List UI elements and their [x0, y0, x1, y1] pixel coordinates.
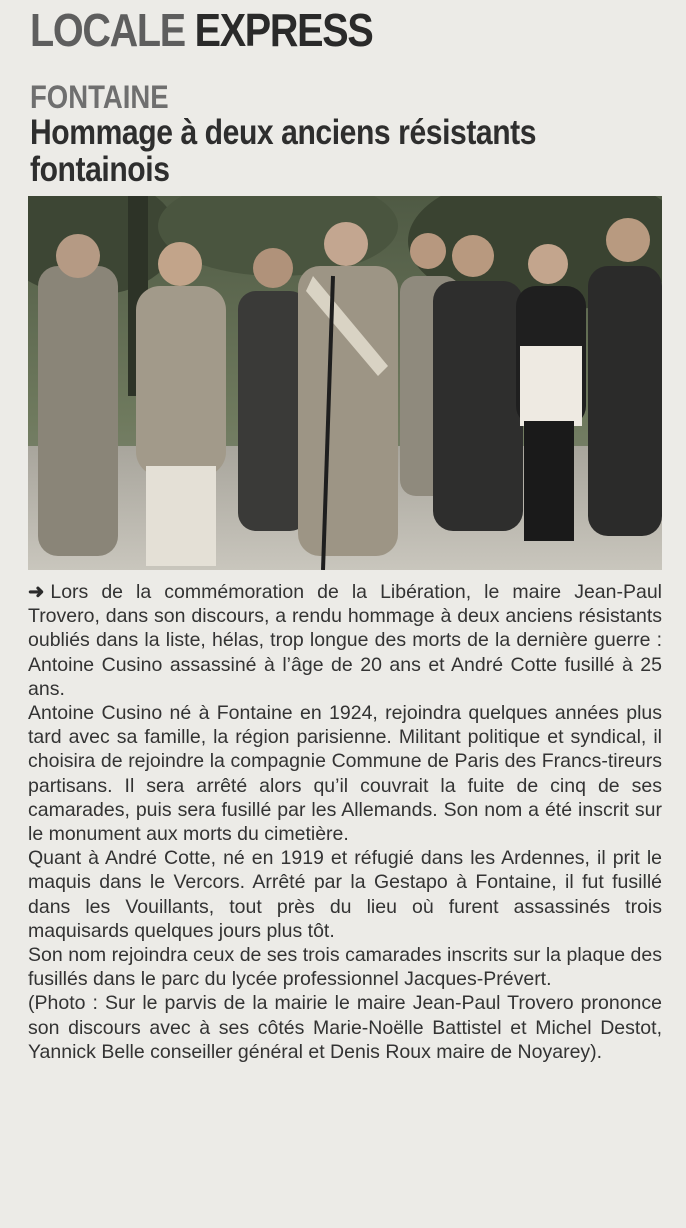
masthead-word-express: EXPRESS [194, 4, 373, 56]
article-paragraph [28, 580, 662, 701]
article-paragraph: Son nom rejoindra ceux de ses trois camarades inscrits sur la plaque des fusillés dans le parc du lycée professionnel Jacques-Prévert. [28, 944, 662, 991]
photo-caption: (Photo : Sur le parvis de la mairie le maire Jean-Paul Trovero prononce son discours avec à ses côtés Marie-Noëlle Battistel et Michel Destot, Yannick Belle conseiller général et Denis Roux maire de Noyarey). [28, 992, 662, 1063]
photo-icon [28, 196, 662, 570]
article-paragraph: Quant à André Cotte, né en 1919 et réfugié dans les Ardennes, il prit le maquis dans le Vercors. Arrêté par la Gestapo à Fontaine, il fut fusillé dans les Vouillants, tout près du lieu où furent assassinés trois maquisards quelques jours plus tôt. [28, 847, 662, 942]
arrow-right-icon: ➜ [28, 581, 45, 603]
section-masthead [30, 2, 372, 58]
article-body [28, 580, 662, 1064]
paragraph-text: Lors de la commémoration de la Libération, le maire Jean-Paul Trovero, dans son discours, a rendu hommage à deux anciens résistants oubliés dans la liste, hélas, trop longue des morts de la dernière guerre : Antoine Cusino assassiné à l’âge de 20 ans et André Cotte fusillé à 25 ans. [28, 581, 662, 700]
article-headline: Hommage à deux anciens résistants fontainois [30, 113, 537, 189]
article-paragraph: Antoine Cusino né à Fontaine en 1924, rejoindra quelques années plus tard avec sa famille, la région parisienne. Militant politique et syndical, il choisira de rejoindre la compagnie Commune de Paris des Francs-tireurs partisans. Il sera arrêté alors qu’il couvrait la fuite de cinq de ses camarades, puis sera fusillé par les Allemands. Son nom a été inscrit sur le monument aux morts du cimetière. [28, 702, 662, 846]
masthead-word-locale: LOCALE [30, 4, 185, 56]
location-kicker: FONTAINE [30, 79, 169, 115]
article-photo [28, 196, 662, 570]
